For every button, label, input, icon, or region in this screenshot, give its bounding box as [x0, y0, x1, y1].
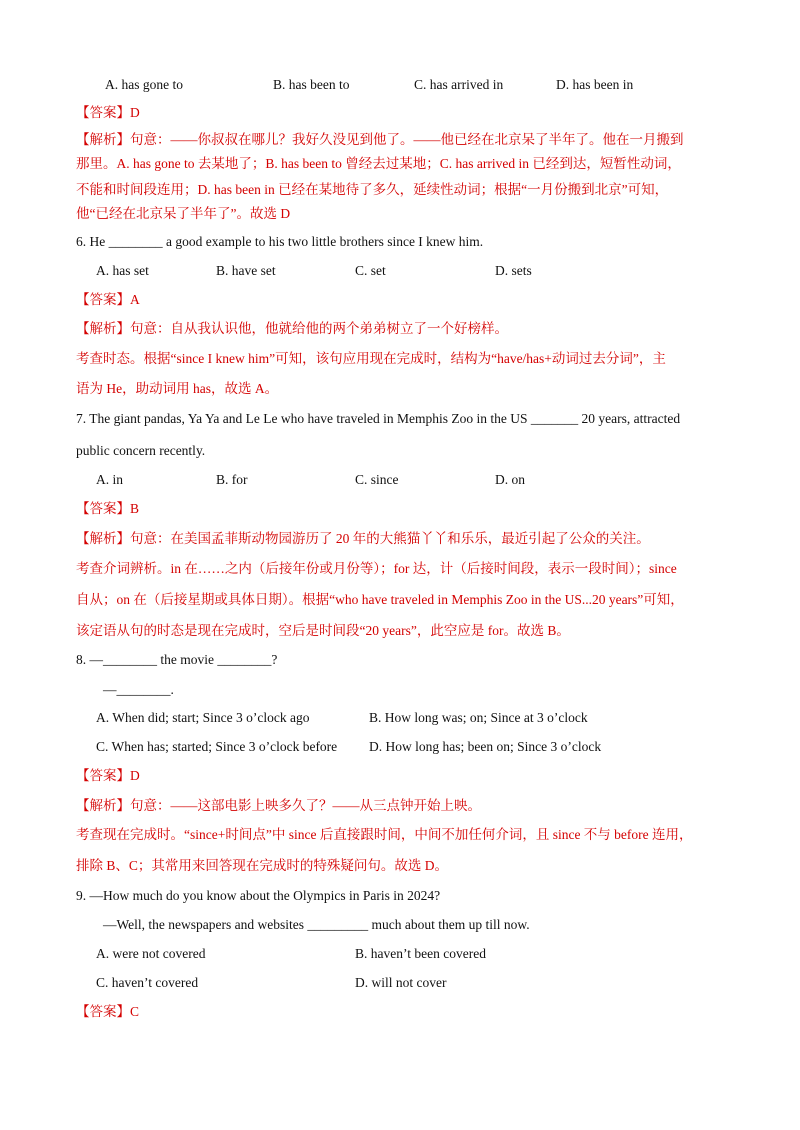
- q6-analysis-line-2: 考查时态。根据“since I knew him”可知，该句应用现在完成时，结构为“have/has+动词过去分词”，主: [76, 351, 666, 366]
- answer-tag: 【答案】: [76, 292, 130, 307]
- q7-option-d: D. on: [495, 472, 525, 487]
- answer-value: D: [130, 768, 140, 783]
- q5-analysis-line-3: 不能和时间段连用；D. has been in 已经在某地待了多久，延续性动词；根据“一月份搬到北京”可知，: [76, 182, 669, 197]
- q6-option-b: B. have set: [216, 263, 276, 278]
- q6-analysis-line-1: 【解析】句意：自从我认识他，他就给他的两个弟弟树立了一个好榜样。: [76, 321, 508, 336]
- q8-stem-line-1: 8. —________ the movie ________?: [76, 652, 278, 667]
- q5-answer: [76, 104, 140, 122]
- q7-option-a: A. in: [96, 472, 123, 487]
- analysis-tag: 【解析】: [76, 132, 130, 147]
- q6-stem: 6. He ________ a good example to his two little brothers since I knew him.: [76, 234, 484, 249]
- q8-analysis-line-3: 排除 B、C；其常用来回答现在完成时的特殊疑问句。故选 D。: [76, 858, 449, 873]
- q6-answer: [76, 291, 140, 309]
- q5-option-d: D. has been in: [556, 77, 634, 92]
- answer-value: C: [130, 1004, 140, 1019]
- q5-option-c: C. has arrived in: [414, 77, 504, 92]
- q8-analysis-line-2: 考查现在完成时。“since+时间点”中 since 后直接跟时间，中间不加任何介词，且 since 不与 before 连用，: [76, 827, 693, 842]
- answer-value: B: [130, 501, 140, 516]
- q7-option-b: B. for: [216, 472, 248, 487]
- q5-option-a: A. has gone to: [105, 77, 183, 92]
- q5-analysis-line-2: 那里。A. has gone to 去某地了；B. has been to 曾经去过某地；C. has arrived in 已经到达，短暂性动词，: [76, 156, 681, 171]
- q6-option-c: C. set: [355, 263, 386, 278]
- answer-tag: 【答案】: [76, 768, 130, 783]
- q9-option-d: D. will not cover: [355, 975, 447, 990]
- q8-stem-line-2: —________.: [103, 682, 174, 697]
- q5-analysis-line-1: 【解析】句意：——你叔叔在哪儿？我好久没见到他了。——他已经在北京呆了半年了。他在一月搬到: [76, 132, 684, 147]
- analysis-tag: 【解析】: [76, 531, 130, 546]
- q9-option-a: A. were not covered: [96, 946, 206, 961]
- answer-tag: 【答案】: [76, 1004, 130, 1019]
- q9-option-c: C. haven’t covered: [96, 975, 199, 990]
- q5-analysis-line-4: 他“已经在北京呆了半年了”。故选 D: [76, 206, 291, 221]
- answer-value: A: [130, 292, 140, 307]
- q9-stem-line-1: 9. —How much do you know about the Olympics in Paris in 2024?: [76, 888, 441, 903]
- answer-tag: 【答案】: [76, 105, 130, 120]
- answer-value: D: [130, 105, 140, 120]
- q9-stem-line-2: —Well, the newspapers and websites _________ much about them up till now.: [103, 917, 530, 932]
- q7-analysis-line-3: 自从；on 在（后接星期或具体日期）。根据“who have traveled in Memphis Zoo in the US...20 years”可知，: [76, 592, 684, 607]
- q8-option-a: A. When did; start; Since 3 o’clock ago: [96, 710, 310, 725]
- q7-analysis-line-2: 考查介词辨析。in 在……之内（后接年份或月份等）；for 达，计（后接时间段，表示一段时间）；since: [76, 561, 677, 576]
- q8-analysis-line-1: 【解析】句意：——这部电影上映多久了？——从三点钟开始上映。: [76, 798, 481, 813]
- q7-analysis-line-4: 该定语从句的时态是现在完成时，空后是时间段“20 years”，此空应是 for。故选 B。: [76, 623, 570, 638]
- analysis-tag: 【解析】: [76, 798, 130, 813]
- q7-option-c: C. since: [355, 472, 399, 487]
- q7-stem-line-1: 7. The giant pandas, Ya Ya and Le Le who have traveled in Memphis Zoo in the US _______ 20 years, attracted: [76, 411, 681, 426]
- q5-option-b: B. has been to: [273, 77, 350, 92]
- q8-option-d: D. How long has; been on; Since 3 o’clock: [369, 739, 602, 754]
- q9-answer: [76, 1003, 139, 1021]
- q8-option-c: C. When has; started; Since 3 o’clock before: [96, 739, 338, 754]
- q7-analysis-line-1: 【解析】句意：在美国孟菲斯动物园游历了 20 年的大熊猫丫丫和乐乐，最近引起了公众的关注。: [76, 531, 650, 546]
- q9-option-b: B. haven’t been covered: [355, 946, 486, 961]
- q8-answer: [76, 767, 140, 785]
- q8-option-b: B. How long was; on; Since at 3 o’clock: [369, 710, 588, 725]
- q7-answer: [76, 500, 139, 518]
- answer-tag: 【答案】: [76, 501, 130, 516]
- q6-option-d: D. sets: [495, 263, 532, 278]
- analysis-tag: 【解析】: [76, 321, 130, 336]
- q7-stem-line-2: public concern recently.: [76, 443, 206, 458]
- q6-option-a: A. has set: [96, 263, 149, 278]
- q6-analysis-line-3: 语为 He，助动词用 has，故选 A。: [76, 381, 279, 396]
